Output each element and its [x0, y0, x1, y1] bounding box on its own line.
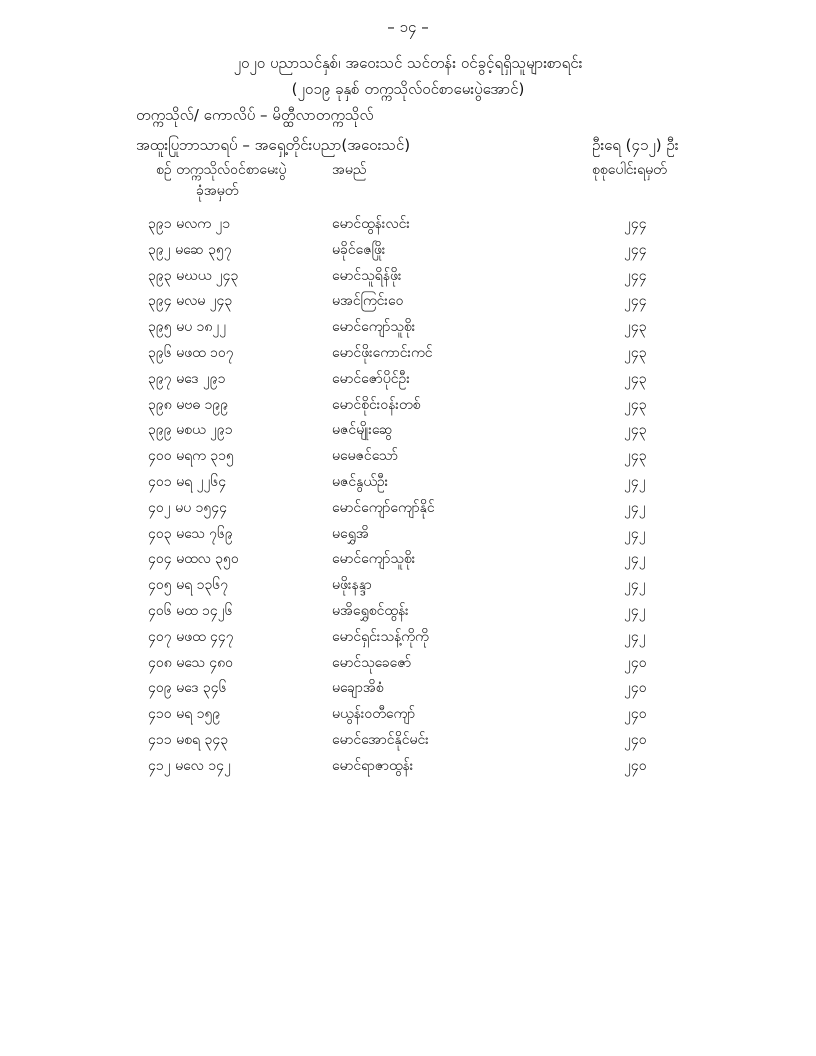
column-header-marks: စုစုပေါင်းရမှတ်	[592, 162, 667, 178]
table-row	[0, 420, 816, 446]
total-marks-cell: ၂၄၂	[624, 602, 646, 619]
seat-number-cell: ၄၀၆ မထ ၁၄၂၆	[148, 602, 233, 619]
total-marks-cell: ၂၄၃	[624, 448, 647, 465]
student-name-cell: မောင်ထွန်းလင်း	[332, 216, 410, 232]
total-marks-cell: ၂၄၂	[624, 577, 646, 594]
document-subtitle: (၂၀၁၉ ခုနှစ် တက္ကသိုလ်ဝင်စာမေးပွဲအောင်)	[291, 80, 525, 98]
table-row	[0, 214, 816, 240]
seat-number-cell: ၄၀၁ မရ ၂၂၆၄	[148, 473, 227, 490]
column-header-name: အမည်	[332, 162, 367, 178]
seat-number-cell: ၄၀၂ မပ ၁၅၄၄	[148, 499, 228, 516]
column-header-seat	[156, 160, 286, 202]
specialization-line: အထူးပြုဘာသာရပ် – အရှေ့တိုင်းပညာ(အဝေးသင်)	[136, 136, 411, 154]
table-row	[0, 369, 816, 395]
seat-number-cell: ၃၉၅ မပ ၁၈၂၂	[148, 319, 227, 336]
student-name-cell: မမေဇင်သော်	[332, 448, 399, 465]
seat-number-cell: ၄၀၅ မရ ၁၃၆၇	[148, 577, 229, 594]
total-marks-cell: ၂၄၂	[624, 473, 646, 490]
student-list	[0, 214, 816, 782]
student-name-cell: မချောအိစံ	[332, 680, 384, 697]
total-marks-cell: ၂၄၄	[624, 267, 647, 284]
total-marks-cell: ၂၄၂	[624, 499, 646, 516]
seat-number-cell: ၄၀၄ မထလ ၃၅၀	[148, 551, 239, 568]
student-count: ဦးရေ (၄၁၂) ဦး	[592, 136, 679, 154]
student-name-cell: မဇင်မျိုးဆွေ	[332, 422, 393, 439]
total-marks-cell: ၂၄၂	[624, 551, 646, 568]
student-name-cell: မောင်ကျော်ကျော်နိုင်	[332, 499, 435, 516]
total-marks-cell: ၂၄၀	[624, 731, 647, 748]
column-header-seat-line1: စဉ် တက္ကသိုလ်ဝင်စာမေးပွဲ	[156, 162, 287, 178]
total-marks-cell: ၂၄၃	[624, 396, 647, 413]
student-name-cell: မောင်ဖိုးကောင်းကင်	[332, 344, 433, 361]
table-row	[0, 291, 816, 317]
total-marks-cell: ၂၄၃	[624, 370, 647, 387]
total-marks-cell: ၂၄၂	[624, 525, 646, 542]
table-row	[0, 498, 816, 524]
seat-number-cell: ၃၉၃ မဃယ ၂၄၃	[148, 267, 239, 284]
total-marks-cell: ၂၄၄	[624, 216, 647, 232]
total-marks-cell: ၂၄၀	[624, 706, 647, 723]
total-marks-cell: ၂၄၂	[624, 628, 646, 645]
student-name-cell: မဖိုးနန္ဒာ	[332, 577, 372, 594]
student-name-cell: မအင်ကြင်းဝေ	[332, 293, 404, 310]
seat-number-cell: ၄၀၃ မသေ ၇၆၉	[148, 525, 233, 542]
seat-number-cell: ၄၁၂ မလေ ၁၄၂	[148, 757, 231, 774]
total-marks-cell: ၂၄၃	[624, 319, 647, 336]
page-number: – ၁၄ –	[387, 18, 429, 36]
table-row	[0, 601, 816, 627]
total-marks-cell: ၂၄၀	[624, 757, 647, 774]
student-name-cell: မခိုင်ဇေဖြိုး	[332, 241, 386, 258]
table-row	[0, 575, 816, 601]
total-marks-cell: ၂၄၃	[624, 422, 647, 439]
seat-number-cell: ၄၀၉ မဒေ ၃၄၆	[148, 680, 227, 697]
seat-number-cell: ၄၀၀ မရက ၃၁၅	[148, 448, 234, 465]
seat-number-cell: ၄၁၀ မရ ၁၅၉	[148, 706, 221, 723]
table-row	[0, 395, 816, 421]
table-row	[0, 446, 816, 472]
student-name-cell: မောင်ကျော်သူစိုး	[332, 319, 416, 336]
seat-number-cell: ၃၉၇ မဒေ ၂၉၁	[148, 370, 226, 387]
seat-number-cell: ၃၉၆ မဖထ ၁၀၇	[148, 344, 234, 361]
student-name-cell: မောင်အောင်နိုင်မင်း	[332, 731, 429, 748]
table-row	[0, 472, 816, 498]
student-name-cell: မောင်ကျော်သူစိုး	[332, 551, 416, 568]
total-marks-cell: ၂၄၄	[624, 293, 647, 310]
total-marks-cell: ၂၄၄	[624, 241, 647, 258]
table-row	[0, 704, 816, 730]
table-row	[0, 653, 816, 679]
table-row	[0, 524, 816, 550]
seat-number-cell: ၃၉၄ မလမ ၂၄၃	[148, 293, 233, 310]
column-header-seat-line2: ခုံအမှတ်	[196, 183, 239, 199]
total-marks-cell: ၂၄၀	[624, 680, 647, 697]
seat-number-cell: ၄၀၇ မဖထ ၄၄၇	[148, 628, 234, 645]
table-row	[0, 266, 816, 292]
student-name-cell: မောင်ရှင်းသန့်ကိုကို	[332, 628, 429, 645]
table-row	[0, 549, 816, 575]
student-name-cell: မောင်ဇော်ပိုင်ဦး	[332, 370, 410, 387]
seat-number-cell: ၄၁၁ မစရ ၃၄၃	[148, 731, 229, 748]
student-name-cell: မောင်ရာဇာထွန်း	[332, 757, 414, 774]
table-row	[0, 756, 816, 782]
student-name-cell: မောင်သူရိန်ဖိုး	[332, 267, 402, 284]
table-row	[0, 730, 816, 756]
document-title: ၂၀၂၀ ပညာသင်နှစ်၊ အဝေးသင် သင်တန်း ဝင်ခွင့်ရရှိသူများစာရင်း	[233, 54, 583, 72]
table-row	[0, 678, 816, 704]
total-marks-cell: ၂၄၀	[624, 654, 647, 671]
total-marks-cell: ၂၄၃	[624, 344, 647, 361]
seat-number-cell: ၃၉၉ မစယ ၂၉၁	[148, 422, 233, 439]
seat-number-cell: ၃၉၈ မဗဓ ၁၉၉	[148, 396, 229, 413]
student-name-cell: မယွန်းဝတီကျော်	[332, 706, 416, 723]
student-name-cell: မဇင်နွယ်ဦး	[332, 473, 389, 490]
seat-number-cell: ၃၉၁ မလက ၂၁	[148, 216, 231, 232]
student-name-cell: မရွှေအိ	[332, 525, 369, 542]
university-line: တက္ကသိုလ်/ ကောလိပ် – မိတ္ထီလာတက္ကသိုလ်	[136, 106, 374, 124]
seat-number-cell: ၃၉၂ မဆေ ၃၅၇	[148, 241, 232, 258]
table-row	[0, 627, 816, 653]
student-name-cell: မအိရွှေစင်ထွန်း	[332, 602, 409, 619]
student-name-cell: မောင်စိုင်းဝန်းတစ်	[332, 396, 421, 413]
student-name-cell: မောင်သုခေဇော်	[332, 654, 412, 671]
table-row	[0, 240, 816, 266]
table-row	[0, 343, 816, 369]
seat-number-cell: ၄၀၈ မသေ ၄၈၀	[148, 654, 233, 671]
table-row	[0, 317, 816, 343]
